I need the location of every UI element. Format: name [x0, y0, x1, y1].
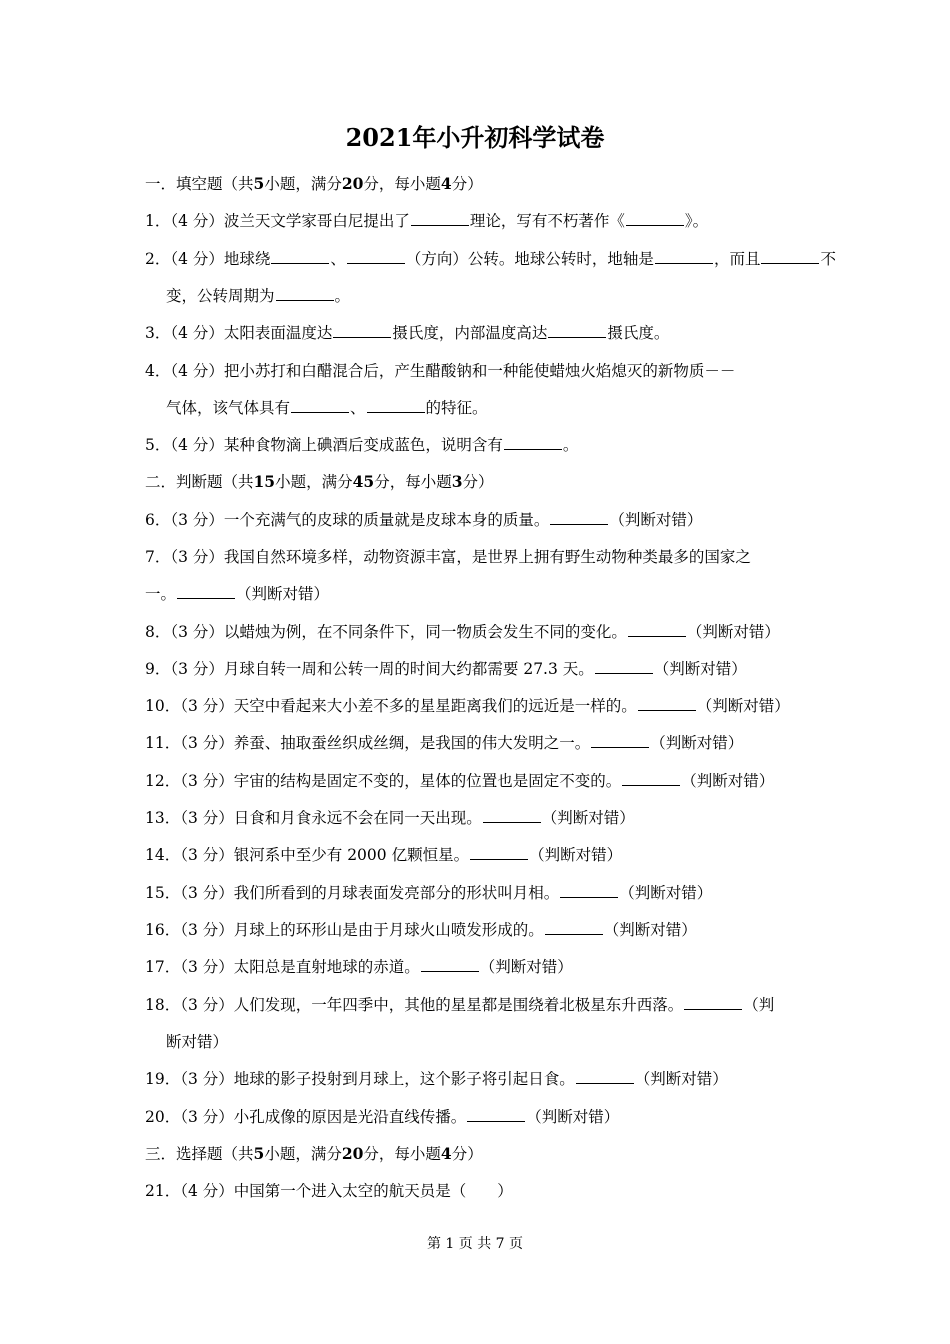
answer-blank[interactable]	[367, 398, 425, 413]
section-heading-fill-blank: 一．填空题（共5小题，满分20分，每小题4分）	[145, 174, 483, 193]
question-3: 3．（4 分）太阳表面温度达 摄氏度，内部温度高达 摄氏度。	[145, 324, 670, 342]
question-1: 1．（4 分）波兰天文学家哥白尼提出了 理论，写有不朽著作《 》。	[145, 212, 709, 230]
question-16: 16．（3 分）月球上的环形山是由于月球火山喷发形成的。 （判断对错）	[145, 921, 697, 939]
question-11: 11．（3 分）养蚕、抽取蚕丝织成丝绸，是我国的伟大发明之一。 （判断对错）	[145, 734, 744, 752]
page-footer: 第 1 页 共 7 页	[426, 1236, 524, 1252]
answer-blank[interactable]	[550, 510, 608, 525]
question-8: 8．（3 分）以蜡烛为例，在不同条件下，同一物质会发生不同的变化。 （判断对错）	[145, 623, 780, 641]
answer-blank[interactable]	[595, 659, 653, 674]
question-9: 9．（3 分）月球自转一周和公转一周的时间大约都需要 27.3 天。 （判断对错）	[145, 660, 747, 678]
question-10: 10．（3 分）天空中看起来大小差不多的星星距离我们的远近是一样的。 （判断对错）	[145, 697, 790, 715]
answer-blank[interactable]	[638, 696, 696, 711]
question-17: 17．（3 分）太阳总是直射地球的赤道。 （判断对错）	[145, 958, 573, 976]
answer-blank[interactable]	[411, 211, 469, 226]
question-4-continued: 气体，该气体具有 、 的特征。	[166, 399, 488, 417]
answer-blank[interactable]	[622, 771, 680, 786]
answer-blank[interactable]	[548, 323, 606, 338]
answer-blank[interactable]	[271, 249, 329, 264]
answer-blank[interactable]	[291, 398, 349, 413]
answer-blank[interactable]	[276, 286, 334, 301]
question-15: 15．（3 分）我们所看到的月球表面发亮部分的形状叫月相。 （判断对错）	[145, 884, 713, 902]
answer-blank[interactable]	[560, 883, 618, 898]
answer-blank[interactable]	[467, 1107, 525, 1122]
answer-blank[interactable]	[421, 957, 479, 972]
question-12: 12．（3 分）宇宙的结构是固定不变的，星体的位置也是固定不变的。 （判断对错）	[145, 772, 775, 790]
question-7-continued: 一。 （判断对错）	[145, 585, 330, 603]
question-7: 7．（3 分）我国自然环境多样，动物资源丰富，是世界上拥有野生动物种类最多的国家之	[145, 548, 751, 566]
question-14: 14．（3 分）银河系中至少有 2000 亿颗恒星。 （判断对错）	[145, 846, 623, 864]
page-title: 2021年小升初科学试卷	[345, 123, 605, 152]
question-6: 6．（3 分）一个充满气的皮球的质量就是皮球本身的质量。 （判断对错）	[145, 511, 703, 529]
section-heading-true-false: 二．判断题（共15小题，满分45分，每小题3分）	[145, 472, 494, 491]
answer-blank[interactable]	[333, 323, 391, 338]
answer-blank[interactable]	[545, 920, 603, 935]
answer-blank[interactable]	[591, 733, 649, 748]
answer-blank[interactable]	[655, 249, 713, 264]
answer-blank[interactable]	[347, 249, 405, 264]
question-4: 4．（4 分）把小苏打和白醋混合后，产生醋酸钠和一种能使蜡烛火焰熄灭的新物质－－	[145, 362, 736, 380]
answer-blank[interactable]	[626, 211, 684, 226]
answer-blank[interactable]	[684, 995, 742, 1010]
question-2-continued: 变，公转周期为 。	[166, 287, 351, 305]
question-5: 5．（4 分）某种食物滴上碘酒后变成蓝色，说明含有 。	[145, 436, 579, 454]
answer-blank[interactable]	[177, 584, 235, 599]
question-18: 18．（3 分）人们发现，一年四季中，其他的星星都是围绕着北极星东升西落。 （判	[145, 996, 775, 1014]
answer-blank[interactable]	[483, 808, 541, 823]
question-20: 20．（3 分）小孔成像的原因是光沿直线传播。 （判断对错）	[145, 1108, 620, 1126]
question-18-continued: 断对错）	[166, 1033, 229, 1051]
answer-blank[interactable]	[628, 622, 686, 637]
question-21: 21．（4 分）中国第一个进入太空的航天员是（ ）	[145, 1182, 513, 1200]
question-19: 19．（3 分）地球的影子投射到月球上，这个影子将引起日食。 （判断对错）	[145, 1070, 728, 1088]
section-heading-multiple-choice: 三．选择题（共5小题，满分20分，每小题4分）	[145, 1144, 483, 1163]
answer-blank[interactable]	[761, 249, 819, 264]
answer-blank[interactable]	[576, 1069, 634, 1084]
question-13: 13．（3 分）日食和月食永远不会在同一天出现。 （判断对错）	[145, 809, 635, 827]
answer-blank[interactable]	[504, 435, 562, 450]
answer-blank[interactable]	[470, 845, 528, 860]
question-2: 2．（4 分）地球绕 、 （方向）公转。地球公转时，地轴是 ，而且 不	[145, 250, 836, 268]
